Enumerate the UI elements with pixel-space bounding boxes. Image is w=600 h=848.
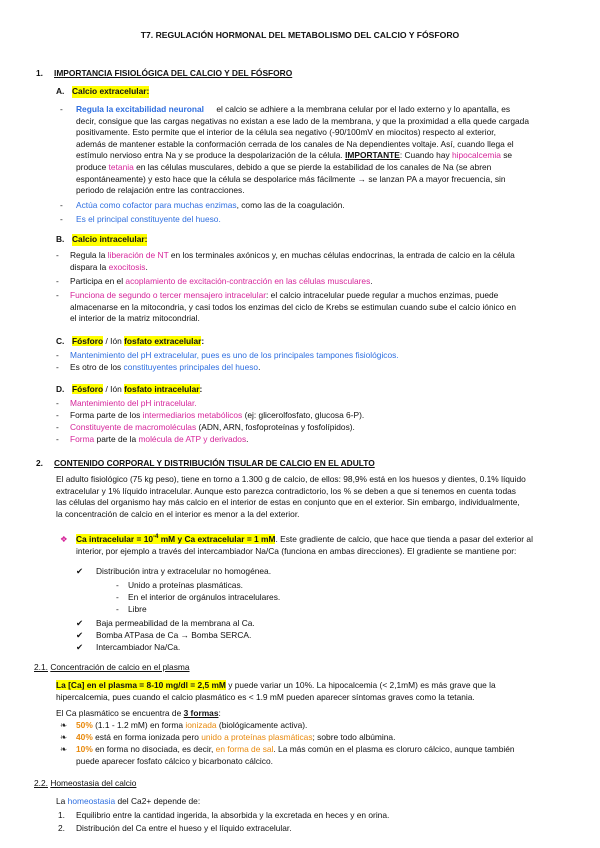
keyword: intermediarios metabólicos bbox=[142, 410, 243, 420]
body-text: las células del organismo hay más calcio en el interior de estas en conjunto que en el exterior. Sin embargo, individualmente, bbox=[56, 497, 520, 508]
diamond-bullet-icon: ❖ bbox=[60, 534, 68, 544]
body-text: : bbox=[218, 708, 221, 718]
body-text: Bomba ATPasa de Ca → Bomba SERCA. bbox=[96, 630, 252, 640]
body-text: el interior de la matriz mitocondrial. bbox=[70, 313, 200, 324]
subsection-label: Fósforo bbox=[72, 384, 104, 394]
bullet-dash: - bbox=[60, 200, 63, 210]
bullet-dash: - bbox=[116, 580, 119, 590]
bullet-dash: - bbox=[60, 104, 63, 114]
bullet-dash: - bbox=[56, 410, 59, 420]
bullet-dash: - bbox=[56, 350, 59, 360]
subsection-b-heading bbox=[56, 234, 148, 246]
subsection-2-2-heading bbox=[34, 778, 136, 790]
subsection-2-1-heading bbox=[34, 662, 190, 674]
body-text: positivamente. Esto permite que el interior de la célula sea negativo (-90/100mV en miocitos) respecto al exterior, bbox=[76, 127, 496, 138]
subsection-a-heading bbox=[56, 86, 150, 98]
list-item: - Regula la liberación de NT en los terminales axónicos y, en muchas células endocrinas, la entrada de calcio en la célula dispara la exocitosis. bbox=[56, 250, 515, 272]
keyword: acoplamiento de excitación-contracción en las células musculares bbox=[125, 276, 371, 286]
body-text: (ADN, ARN, fosfoproteínas y fosfolípidos). bbox=[198, 422, 355, 432]
subsection-label: fosfato intracelular bbox=[124, 384, 200, 394]
subsection-label: fosfato extracelular bbox=[124, 336, 202, 346]
checkmark-icon: ✔ bbox=[76, 630, 84, 640]
subsection-number: 2.2. bbox=[34, 778, 48, 788]
keyword: constituyentes principales del hueso bbox=[123, 362, 259, 372]
highlight-part: Ca intracelular = 10 bbox=[76, 534, 154, 544]
body-text: . Este gradiente de calcio, que hace que tienda a pasar del exterior al bbox=[275, 534, 533, 544]
section-1-heading bbox=[36, 68, 293, 80]
body-text: . La más común en el plasma es cloruro cálcico, aunque también bbox=[273, 744, 515, 754]
keyword: segundo o tercer mensajero intracelular bbox=[118, 290, 267, 300]
body-text: puede aparecer fosfato cálcico y bicarbonato cálcico. bbox=[76, 755, 273, 766]
body-text: hipercalcemia, pues cuando el calcio plasmático es < 1.9 mM pueden aparecer síntomas graves como la tetania. bbox=[56, 691, 475, 702]
check-item bbox=[76, 566, 272, 578]
check-item bbox=[76, 630, 252, 642]
superscript: -4 bbox=[153, 534, 159, 541]
body-text: El adulto fisiológico (75 kg peso), tiene en torno a 1.300 g de calcio, de ellos: 98,9% está en los huesos y dientes, 0.1% líquido bbox=[56, 474, 526, 484]
body-text: y puede variar un 10%. La hipocalcemia (< 2,1mM) es más grave que la bbox=[228, 680, 496, 690]
form-item bbox=[60, 744, 564, 767]
body-text: ; sobre todo albúmina. bbox=[312, 732, 396, 742]
star-bullet-icon: ❧ bbox=[60, 732, 68, 742]
keyword: Constituyente de macromoléculas bbox=[70, 422, 197, 432]
body-text: Forma parte de los bbox=[70, 410, 141, 420]
list-item bbox=[60, 200, 564, 212]
body-text: dispara la bbox=[70, 261, 107, 272]
subsection-number: 2.1. bbox=[34, 662, 48, 672]
keyword: liberación de NT bbox=[107, 250, 169, 260]
body-text: espontáneamente) y esto hace que la célula se despolarice más fácilmente → se lanzan PA a mayor frecuencia, sin bbox=[76, 173, 506, 184]
body-text: Unido a proteínas plasmáticas. bbox=[128, 580, 243, 590]
keyword: ionizada bbox=[185, 720, 217, 730]
highlight-part: mM y Ca extracelular = 1 mM bbox=[158, 534, 276, 544]
important-label: IMPORTANTE bbox=[345, 150, 400, 161]
body-text: parte de la bbox=[96, 434, 137, 444]
subsection-label: Calcio intracelular: bbox=[72, 234, 148, 244]
body-text: produce bbox=[76, 161, 107, 172]
body-text: en forma no disociada, es decir, bbox=[95, 744, 214, 754]
body-text: (1.1 - 1.2 mM) en forma bbox=[95, 720, 184, 730]
body-text: Participa en el bbox=[70, 276, 124, 286]
body-text: (ej: glicerolfosfato, glucosa 6-P). bbox=[244, 410, 365, 420]
bullet-dash: - bbox=[56, 422, 59, 432]
keyword: unido a proteínas plasmáticas bbox=[201, 732, 313, 742]
keyword: Es el principal constituyente del hueso. bbox=[76, 214, 221, 224]
bullet-dash: - bbox=[56, 398, 59, 408]
paragraph bbox=[56, 708, 221, 720]
body-text: El Ca plasmático se encuentra de bbox=[56, 708, 182, 718]
list-item bbox=[56, 398, 564, 410]
bullet-dash: - bbox=[56, 290, 59, 300]
highlight-text: La [Ca] en el plasma = 8-10 mg/dl = 2,5 mM bbox=[56, 680, 226, 690]
body-text: : bbox=[199, 384, 203, 394]
body-text: del Ca2+ depende de: bbox=[117, 796, 201, 806]
item-number: 2. bbox=[58, 823, 65, 833]
subsection-label: Calcio extracelular: bbox=[72, 86, 150, 96]
page-title: T7. REGULACIÓN HORMONAL DEL METABOLISMO DEL CALCIO Y FÓSFORO bbox=[140, 30, 460, 40]
body-text: : bbox=[201, 336, 205, 346]
keyword: en forma de sal bbox=[215, 744, 274, 754]
check-item bbox=[76, 642, 181, 654]
body-text: : Cuando hay bbox=[399, 150, 450, 161]
body-text: además de mantener estable la conformación cerrada de los canales de Na dependientes voltaje. Así, cuando llega el bbox=[76, 138, 514, 149]
list-item: - Participa en el acoplamiento de excitación-contracción en las células musculares. bbox=[56, 276, 373, 286]
list-item bbox=[56, 422, 564, 434]
body-text: En el interior de orgánulos intracelulares. bbox=[128, 592, 281, 602]
body-text: Libre bbox=[128, 604, 147, 614]
gradient-paragraph bbox=[60, 534, 568, 557]
sub-item bbox=[116, 604, 147, 616]
body-text: periodo de relajación entre las contracciones. bbox=[76, 185, 245, 196]
bullet-dash: - bbox=[60, 214, 63, 224]
body-text: Intercambiador Na/Ca. bbox=[96, 642, 181, 652]
paragraph bbox=[56, 474, 564, 520]
body-text: está en forma ionizada pero bbox=[95, 732, 199, 742]
body-text: Distribución intra y extracelular no homogénea. bbox=[96, 566, 272, 576]
keyword: molécula de ATP y derivados bbox=[138, 434, 247, 444]
subsection-letter: C. bbox=[56, 336, 65, 346]
paragraph bbox=[56, 796, 200, 808]
subsection-letter: A. bbox=[56, 86, 65, 96]
body-text: Es otro de los bbox=[70, 362, 122, 372]
keyword: Mantenimiento del pH extracelular, pues es uno de los principales tampones fisiológicos. bbox=[70, 350, 399, 360]
checkmark-icon: ✔ bbox=[76, 642, 84, 652]
subsection-letter: B. bbox=[56, 234, 65, 244]
body-text: extracelular y 1% líquido intracelular. Aunque esto parezca contradictorio, los % se deben a que si tenemos en cuenta todas bbox=[56, 485, 516, 496]
check-item bbox=[76, 618, 255, 630]
body-text: se bbox=[503, 150, 513, 161]
keyword: 3 formas bbox=[183, 708, 219, 718]
highlight-text bbox=[76, 534, 275, 544]
item-number: 1. bbox=[58, 810, 65, 820]
list-item: - Forma parte de la molécula de ATP y derivados. bbox=[56, 434, 249, 444]
bullet-dash: - bbox=[56, 276, 59, 286]
form-item bbox=[60, 720, 308, 732]
body-text: almacenarse en la mitocondria, y casi todos los enzimas del ciclo de Krebs se estimulan cuando sube el calcio iónico en bbox=[70, 301, 516, 312]
body-text: La bbox=[56, 796, 66, 806]
keyword: exocitosis bbox=[108, 261, 146, 272]
keyword: hipocalcemia bbox=[452, 150, 501, 161]
list-item: - Es otro de los constituyentes principales del hueso. bbox=[56, 362, 261, 372]
subsection-label: Fósforo bbox=[72, 336, 104, 346]
bullet-dash: - bbox=[116, 604, 119, 614]
subsection-title: Concentración de calcio en el plasma bbox=[50, 662, 190, 672]
section-title: CONTENIDO CORPORAL Y DISTRIBUCIÓN TISULAR DE CALCIO EN EL ADULTO bbox=[54, 458, 375, 468]
subsection-title: Homeostasia del calcio bbox=[50, 778, 137, 788]
numbered-item bbox=[58, 823, 292, 835]
section-number: 2. bbox=[36, 458, 43, 468]
body-text: / Ión bbox=[103, 336, 125, 346]
body-text: Baja permeabilidad de la membrana al Ca. bbox=[96, 618, 255, 628]
body-text: interior, por ejemplo a través del intercambiador Na/Ca (funciona en ambas direcciones). El gradiente se mantiene por: bbox=[76, 545, 517, 556]
keyword: Forma bbox=[70, 434, 95, 444]
section-2-heading bbox=[36, 458, 375, 470]
sub-item bbox=[116, 580, 243, 592]
bullet-dash: - bbox=[56, 250, 59, 260]
body-text: estímulo nervioso entra Na y se produce la despolarización de la célula. bbox=[76, 150, 343, 161]
body-text: decir, consigue que las cargas negativas no existan a ese lado de la membrana, y que la proximidad a ella quede cargada bbox=[76, 115, 530, 126]
paragraph bbox=[56, 680, 564, 703]
percent: 40% bbox=[76, 732, 93, 742]
numbered-item bbox=[58, 810, 390, 822]
list-item bbox=[56, 410, 564, 422]
section-title: IMPORTANCIA FISIOLÓGICA DEL CALCIO Y DEL FÓSFORO bbox=[54, 68, 293, 78]
bullet-dash: - bbox=[56, 434, 59, 444]
list-item bbox=[56, 350, 564, 362]
checkmark-icon: ✔ bbox=[76, 566, 84, 576]
body-text: Distribución del Ca entre el hueso y el líquido extracelular. bbox=[76, 823, 292, 833]
list-item bbox=[56, 290, 564, 325]
body-text: en los terminales axónicos y, en muchas células endocrinas, la entrada de calcio en la célula bbox=[170, 250, 515, 260]
body-text: la concentración de calcio en el interior es menor a la del exterior. bbox=[56, 508, 300, 519]
highlight-text: Regula la excitabilidad neuronal bbox=[76, 104, 204, 114]
bullet-dash: - bbox=[116, 592, 119, 602]
sub-item bbox=[116, 592, 281, 604]
subsection-letter: D. bbox=[56, 384, 65, 394]
body-text: Regula la bbox=[70, 250, 106, 260]
section-number: 1. bbox=[36, 68, 43, 78]
subsection-c-heading bbox=[56, 336, 205, 348]
keyword: Mantenimiento del pH intracelular. bbox=[70, 398, 197, 408]
keyword: Funciona de bbox=[70, 290, 117, 300]
keyword: tetania bbox=[108, 161, 134, 172]
body-text: (biológicamente activa). bbox=[218, 720, 308, 730]
percent: 10% bbox=[76, 744, 93, 754]
form-item bbox=[60, 732, 396, 744]
star-bullet-icon: ❧ bbox=[60, 744, 68, 754]
star-bullet-icon: ❧ bbox=[60, 720, 68, 730]
bullet-dash: - bbox=[56, 362, 59, 372]
checkmark-icon: ✔ bbox=[76, 618, 84, 628]
body-text: en las células musculares, debido a que se pierde la estabilidad de los canales de Na (se abren bbox=[136, 161, 492, 172]
list-item bbox=[60, 214, 564, 226]
body-text: el calcio se adhiere a la membrana celular por el lado externo y lo apantalla, es bbox=[216, 104, 511, 114]
list-item bbox=[60, 104, 564, 197]
percent: 50% bbox=[76, 720, 93, 730]
keyword: homeostasia bbox=[67, 796, 116, 806]
body-text: Equilibrio entre la cantidad ingerida, la absorbida y la excretada en heces y en orina. bbox=[76, 810, 390, 820]
body-text: , como las de la coagulación. bbox=[236, 200, 345, 210]
keyword: Actúa como cofactor para muchas enzimas bbox=[76, 200, 237, 210]
body-text: / Ión bbox=[103, 384, 125, 394]
body-text: : el calcio intracelular puede regular a muchos enzimas, puede bbox=[266, 290, 499, 300]
subsection-d-heading bbox=[56, 384, 203, 396]
